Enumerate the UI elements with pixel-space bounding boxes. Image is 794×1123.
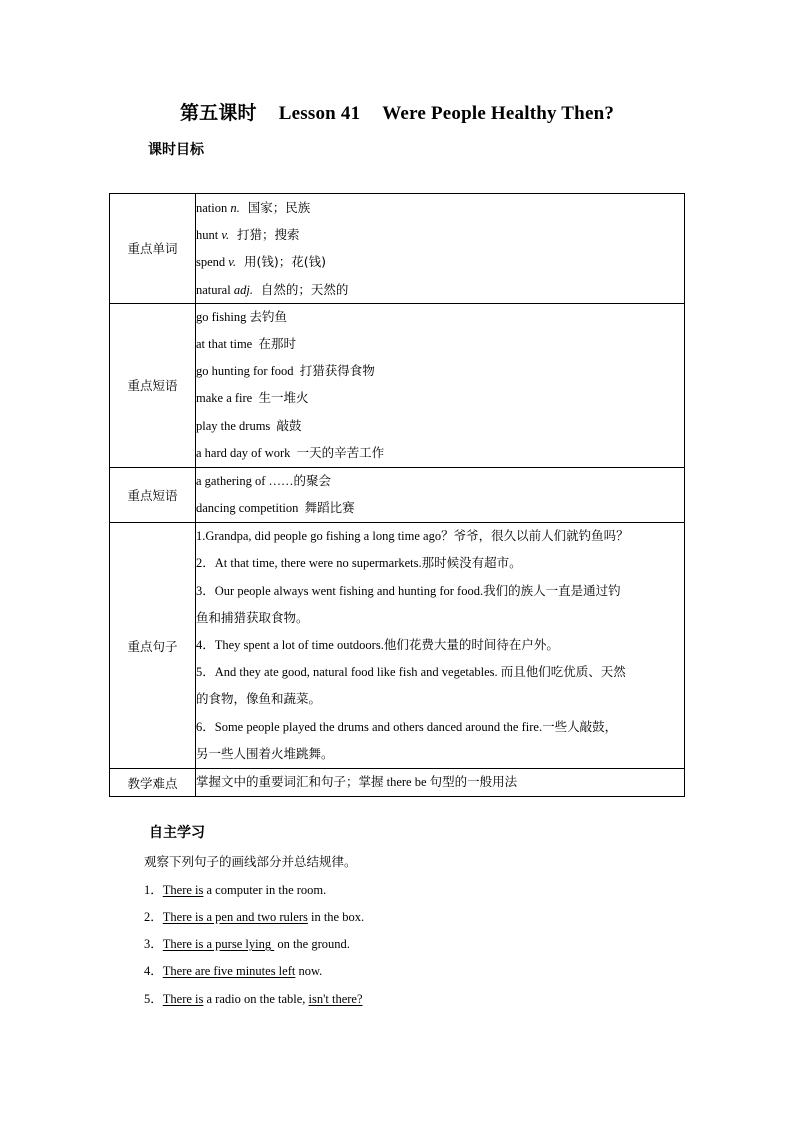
- item-number: 4．: [144, 964, 163, 978]
- sentence-line: 4．They spent a lot of time outdoors.他们花费大量的时间待在户外。: [196, 638, 559, 652]
- vocab-item: [196, 248, 684, 275]
- underlined-part: There is: [162, 883, 204, 897]
- sentence-line: 2．At that time, there were no supermarkets.那时候没有超市。: [196, 556, 522, 571]
- plain-part: a computer in the room.: [203, 883, 327, 897]
- vocab-item: [196, 276, 684, 303]
- sentence-line: 3．Our people always went fishing and hunting for food.我们的族人一直是通过钓: [196, 583, 621, 598]
- objectives-table: [109, 193, 685, 797]
- plain-part: on the ground.: [274, 937, 350, 951]
- phrase-item: play the drums 敲鼓: [196, 418, 302, 433]
- sentence-line: 鱼和捕猎获取食物。: [196, 610, 309, 625]
- underlined-part: There is a pen and two rulers: [162, 910, 308, 924]
- practice-item: [144, 880, 326, 898]
- item-number: 5．: [144, 992, 163, 1006]
- vocab-word: nation: [196, 201, 231, 215]
- vocab-pos: v.: [221, 228, 230, 243]
- phrases2-row: [110, 467, 685, 522]
- phrase-item: go hunting for food 打猎获得食物: [196, 364, 375, 379]
- sentence-line: 6．Some people played the drums and others danced around the fire.一些人敲鼓，: [196, 719, 618, 734]
- self-study-heading: 自主学习: [149, 825, 205, 841]
- item-number: 1．: [144, 883, 163, 897]
- item-number: 3．: [144, 937, 163, 951]
- phrase-item: go fishing 去钓鱼: [196, 309, 287, 324]
- plain-part: in the box.: [307, 910, 365, 924]
- practice-item: [144, 961, 322, 979]
- phrase-item: a gathering of ……的聚会: [196, 473, 332, 488]
- practice-item: [144, 934, 350, 952]
- sentence-line: 5．And they ate good, natural food like fish and vegetables. 而且他们吃优质、天然: [196, 665, 626, 680]
- sentences-row: [110, 523, 685, 769]
- underlined-part: There is a purse lying: [162, 937, 275, 951]
- vocab-meaning: 自然的；天然的: [252, 281, 349, 297]
- vocab-meaning: 国家；民族: [239, 200, 311, 215]
- vocab-word: spend: [196, 255, 229, 270]
- practice-item: [144, 989, 363, 1007]
- title-lesson-cn: 第五课时: [179, 103, 257, 124]
- practice-item: [144, 907, 364, 925]
- vocab-item: [196, 221, 684, 248]
- vocab-meaning: 打猎；搜索: [229, 227, 300, 243]
- phrases-label: 重点短语: [110, 303, 196, 467]
- vocab-meaning: 用(钱)；花(钱): [236, 254, 327, 270]
- vocab-word: hunt: [196, 228, 222, 243]
- instruction-text: 观察下列句子的画线部分并总结规律。: [144, 854, 357, 869]
- vocab-pos: adj.: [233, 282, 253, 297]
- phrases2-label: 重点短语: [110, 467, 196, 522]
- phrase-item: dancing competition 舞蹈比赛: [196, 501, 355, 516]
- vocab-item: [196, 194, 684, 221]
- plain-part: a radio on the table,: [203, 992, 309, 1006]
- underlined-part: There is: [162, 992, 204, 1006]
- phrase-item: a hard day of work 一天的辛苦工作: [196, 445, 385, 460]
- underlined-part: isn't there?: [308, 992, 363, 1006]
- vocab-row: [110, 194, 685, 304]
- objectives-heading: 课时目标: [148, 142, 204, 158]
- vocab-label: 重点单词: [110, 194, 196, 304]
- difficulty-row: [110, 768, 685, 796]
- phrases-content: [196, 303, 685, 467]
- sentences-label: 重点句子: [110, 523, 196, 769]
- difficulty-content: [196, 768, 685, 796]
- item-number: 2．: [144, 910, 163, 924]
- phrases-row: [110, 303, 685, 467]
- title-lesson-name: Were People Healthy Then?: [382, 103, 615, 124]
- sentences-content: [196, 523, 685, 769]
- plain-part: now.: [295, 964, 323, 978]
- vocab-content: [196, 194, 685, 304]
- phrase-item: at that time 在那时: [196, 336, 296, 351]
- sentence-line: 1.Grandpa, did people go fishing a long time ago？爷爷，很久以前人们就钓鱼吗？: [196, 529, 629, 544]
- vocab-pos: v.: [228, 255, 237, 270]
- phrases2-content: [196, 467, 685, 522]
- difficulty-label: 教学难点: [110, 768, 196, 796]
- underlined-part: There are five minutes left: [162, 964, 296, 978]
- sentence-line: 另一些人围着火堆跳舞。: [196, 746, 334, 761]
- phrase-item: make a fire 生一堆火: [196, 391, 309, 406]
- difficulty-text: 掌握文中的重要词汇和句子；掌握 there be 句型的一般用法: [196, 774, 518, 789]
- vocab-word: natural: [196, 282, 234, 297]
- title-lesson-no: Lesson 41: [278, 103, 361, 124]
- sentence-line: 的食物，像鱼和蔬菜。: [196, 692, 322, 707]
- page-title: [0, 98, 794, 125]
- vocab-pos: n.: [230, 201, 240, 215]
